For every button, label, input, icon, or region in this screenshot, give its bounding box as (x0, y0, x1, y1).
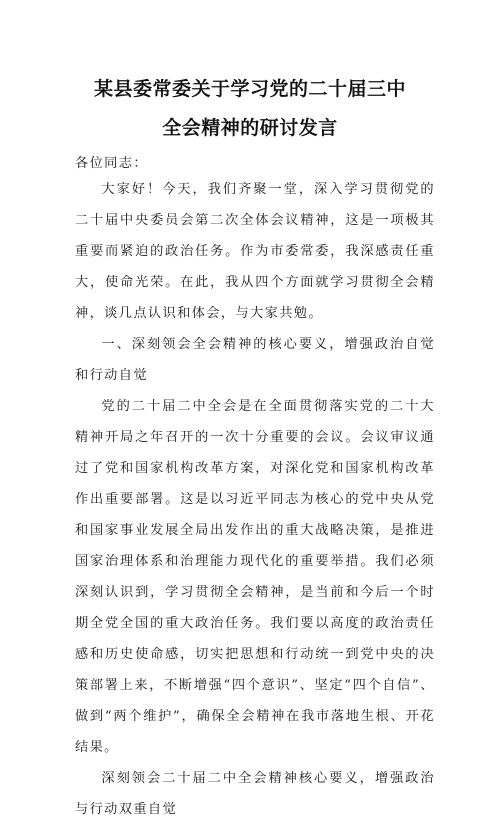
section-heading-1: 一、深刻领会全会精神的核心要义，增强政治自觉和行动自觉 (75, 337, 435, 383)
paragraph-opening: 大家好！今天，我们齐聚一堂，深入学习贯彻党的二十届中央委员会第二次全体会议精神，这是一项极其重要而紧迫的政治任务。作为市委常委，我深感责任重大，使命光荣。在此，我从四个方面就学习贯彻全会精神，谈几点认识和体会，与大家共勉。 (75, 182, 435, 321)
document-body (75, 174, 435, 825)
salutation: 各位同志： (75, 156, 148, 171)
document-title-line-2: 全会精神的研讨发言 (162, 117, 338, 139)
paragraph-section-1: 党的二十届二中全会是在全面贯彻落实党的二十大精神开局之年召开的一次十分重要的会议。会议审议通过了党和国家机构改革方案，对深化党和国家机构改革作出重要部署。这是以习近平同志为核心的党中央从党和国家事业发展全局出发作出的重大战略决策，是推进国家治理体系和治理能力现代化的重要举措。我们必须深刻认识到，学习贯彻全会精神，是当前和今后一个时期全党全国的重大政治任务。我们要以高度的政治责任感和历史使命感，切实把思想和行动统一到党中央的决策部署上来，不断增强“四个意识”、坚定“四个自信”、做到“两个维护”，确保全会精神在我市落地生根、开花结果。 (75, 399, 435, 755)
paragraph-summary: 深刻领会二十届二中全会精神核心要义，增强政治与行动双重自觉 (75, 771, 435, 817)
document-title-line-1: 某县委常委关于学习党的二十届三中 (93, 78, 406, 100)
